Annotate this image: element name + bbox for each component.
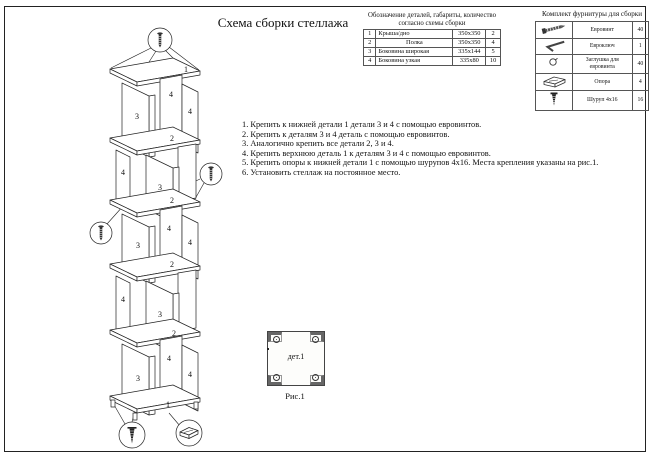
- part-size: 335x80: [453, 57, 486, 66]
- part-num: 4: [364, 57, 376, 66]
- corner-bracket-icon: [268, 332, 282, 342]
- hardware-name: Опора: [572, 73, 632, 91]
- part-label-4: 4: [121, 295, 125, 304]
- part-name: Боковина узкая: [376, 57, 453, 66]
- part-label-4: 4: [188, 238, 192, 247]
- part-label-2: 2: [170, 134, 174, 143]
- instruction-line: 1. Крепить к нижней детали 1 детали 3 и 4 с помощью евровинтов.: [242, 120, 482, 129]
- parts-table-header-line1: Обозначение деталей, габариты, количество: [367, 12, 496, 19]
- table-row: [364, 57, 501, 66]
- part-label-4: 4: [188, 107, 192, 116]
- part-num: 2: [364, 39, 376, 48]
- assembly-instructions: [242, 120, 646, 178]
- table-row: [364, 48, 501, 57]
- hex-key-icon: [536, 38, 573, 55]
- table-row: [536, 73, 649, 91]
- instruction-line: 3. Аналогично крепить все детали 2, 3 и 4.: [242, 139, 394, 149]
- hardware-table: [535, 21, 649, 111]
- figure-caption: Рис.1: [285, 391, 305, 401]
- corner-bracket-icon: [310, 332, 324, 342]
- part-label-3: 3: [136, 374, 140, 383]
- table-row: [536, 91, 649, 111]
- parts-table-block: [358, 12, 506, 66]
- part-name: Полка: [376, 39, 453, 48]
- instruction-line: 6. Установить стеллаж на постоянное место.: [242, 167, 401, 177]
- part-name: Боковина широкая: [376, 48, 453, 57]
- part-label-3: 3: [158, 310, 162, 319]
- instruction-line: 4. Крепить верхнюю деталь 1 к деталям 3 и 4 с помощью евровинтов.: [242, 148, 491, 158]
- part-qty: 5: [486, 48, 501, 57]
- hardware-qty: 1: [632, 38, 648, 55]
- part-size: 350x350: [453, 30, 486, 39]
- hardware-name: Заглушка для евровинта: [572, 55, 632, 74]
- part-label-3: 3: [158, 183, 162, 192]
- part-label-2: 2: [170, 196, 174, 205]
- hardware-table-block: [531, 10, 650, 111]
- edge-mark: [267, 348, 269, 350]
- part-label-1: 1: [184, 65, 188, 74]
- euro-screw-icon: [536, 22, 573, 39]
- parts-table: [363, 29, 501, 66]
- part-size: 350x350: [453, 39, 486, 48]
- screw-hole-icon: [312, 336, 319, 343]
- parts-table-header-line2: согласно схемы сборки: [398, 20, 466, 27]
- instruction-line: 2. Крепить к деталям 3 и 4 деталь с помощью евровинтов.: [242, 129, 450, 139]
- table-row: [536, 55, 649, 74]
- corner-bracket-icon: [268, 375, 282, 385]
- corner-bracket-icon: [310, 375, 324, 385]
- part-label-2: 2: [170, 260, 174, 269]
- table-row: [364, 39, 501, 48]
- screw-hole-icon: [273, 336, 280, 343]
- hardware-name: Евроключ: [572, 38, 632, 55]
- part-label-3: 3: [136, 241, 140, 250]
- part-label-4: 4: [188, 370, 192, 379]
- page-title: Схема сборки стеллажа: [217, 15, 349, 30]
- part-label-3: 3: [135, 112, 139, 121]
- plug-icon: [536, 55, 573, 74]
- part-label-4: 4: [167, 354, 171, 363]
- part-label-4: 4: [167, 224, 171, 233]
- part-num: 1: [364, 30, 376, 39]
- hardware-qty: 40: [632, 22, 648, 39]
- part-label-2: 2: [172, 329, 176, 338]
- table-row: [364, 30, 501, 39]
- part-qty: 2: [486, 30, 501, 39]
- hardware-qty: 16: [632, 91, 648, 111]
- part-qty: 10: [486, 57, 501, 66]
- hardware-qty: 40: [632, 55, 648, 74]
- assembly-diagram: [23, 7, 253, 451]
- figure-det1: [267, 331, 325, 386]
- screw-hole-icon: [273, 374, 280, 381]
- part-label-1: 1: [166, 400, 170, 409]
- screw-hole-icon: [312, 374, 319, 381]
- hardware-qty: 4: [632, 73, 648, 91]
- part-label-4: 4: [169, 90, 173, 99]
- part-num: 3: [364, 48, 376, 57]
- hardware-table-title: Комплект фурнитуры для сборки: [541, 10, 643, 18]
- hardware-name: Шуруп 4x16: [572, 91, 632, 111]
- part-label-4: 4: [121, 168, 125, 177]
- wood-screw-icon: [536, 91, 573, 111]
- instruction-line: 5. Крепить опоры к нижней детали 1 с помощью шурупов 4x16. Места крепления указаны на рис.1.: [242, 158, 599, 168]
- table-row: [536, 38, 649, 55]
- instruction-sheet: [4, 6, 646, 452]
- part-name: Крыша/дно: [376, 30, 453, 39]
- support-icon: [536, 73, 573, 91]
- figure-part-label: дет.1: [287, 352, 305, 361]
- part-size: 335x144: [453, 48, 486, 57]
- table-row: [536, 22, 649, 39]
- part-qty: 4: [486, 39, 501, 48]
- hardware-name: Евровинт: [572, 22, 632, 39]
